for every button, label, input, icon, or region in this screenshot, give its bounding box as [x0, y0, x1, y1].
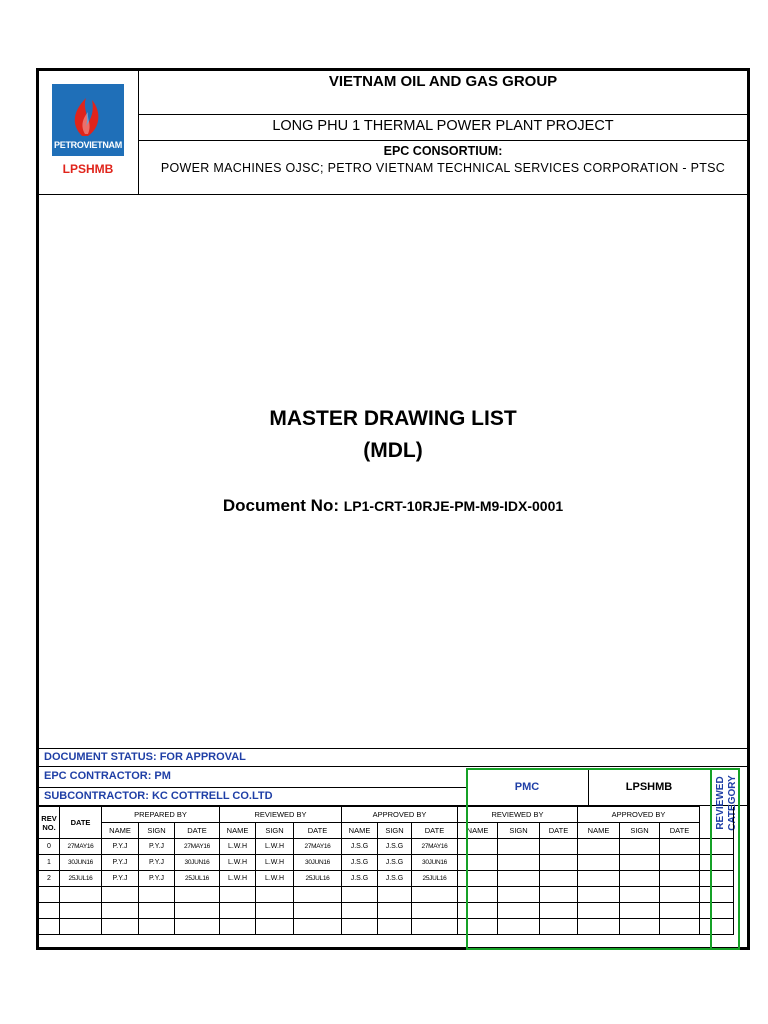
cell: P.Y.J [102, 839, 139, 855]
document-title-abbrev: (MDL) [363, 439, 423, 462]
header-bottom-line [38, 194, 748, 195]
cell: L.W.H [256, 839, 294, 855]
cell: P.Y.J [102, 855, 139, 871]
document-status: DOCUMENT STATUS: FOR APPROVAL [44, 751, 246, 763]
name-header: NAME [578, 823, 620, 839]
date-cell: 27MAY16 [60, 839, 102, 855]
name-header: NAME [220, 823, 256, 839]
cell: 30JUN16 [412, 855, 458, 871]
cell: J.S.G [342, 855, 378, 871]
pmc-label: PMC [514, 781, 540, 793]
cell: J.S.G [342, 839, 378, 855]
cell: J.S.G [378, 855, 412, 871]
date-cell: 30JUN16 [60, 855, 102, 871]
sign-header: SIGN [139, 823, 175, 839]
cell: L.W.H [256, 855, 294, 871]
epc-members: POWER MACHINES OJSC; PETRO VIETNAM TECHNICAL SERVICES CORPORATION - PTSC [160, 161, 726, 175]
logo-text: PETROVIETNAM [54, 140, 122, 150]
cell: 30JUN16 [294, 855, 342, 871]
petrovietnam-logo [52, 84, 124, 156]
date-subheader: DATE [175, 823, 220, 839]
group-name: VIETNAM OIL AND GAS GROUP [328, 73, 558, 90]
reviewed-category-label: REVIEWED CATEGORY [715, 775, 738, 831]
status-line [38, 787, 466, 788]
category-box [710, 768, 740, 950]
client-approval-box [466, 768, 712, 950]
prepared-by-header: PREPARED BY [102, 807, 220, 823]
date-header: DATE [60, 807, 102, 839]
sign-header: SIGN [256, 823, 294, 839]
date-subheader: DATE [412, 823, 458, 839]
date-subheader: DATE [660, 823, 700, 839]
cell: 27MAY16 [175, 839, 220, 855]
header-row-line [138, 114, 748, 115]
cell: 25JUL16 [294, 871, 342, 887]
name-header: NAME [102, 823, 139, 839]
flame-icon [52, 84, 124, 140]
cell: P.Y.J [139, 871, 175, 887]
sign-header: SIGN [620, 823, 660, 839]
sign-header: SIGN [498, 823, 540, 839]
document-number-line [38, 496, 748, 516]
cell: 30JUN16 [175, 855, 220, 871]
lpshmb-approved-by-header: APPROVED BY [578, 807, 700, 823]
name-header: NAME [458, 823, 498, 839]
cell: J.S.G [378, 839, 412, 855]
lpshmb-label: LPSHMB [625, 781, 673, 793]
rev-cell: 1 [39, 855, 60, 871]
cell: P.Y.J [102, 871, 139, 887]
rev-header: REV NO. [39, 807, 60, 839]
pmc-reviewed-by-header: REVIEWED BY [458, 807, 578, 823]
project-name: LONG PHU 1 THERMAL POWER PLANT PROJECT [272, 118, 614, 134]
subcontractor: SUBCONTRACTOR: KC COTTRELL CO.LTD [44, 790, 273, 802]
status-line [38, 766, 748, 767]
cell: 25JUL16 [412, 871, 458, 887]
cell: J.S.G [378, 871, 412, 887]
epc-contractor: EPC CONTRACTOR: PM [44, 770, 171, 782]
name-header: NAME [342, 823, 378, 839]
approved-by-header: APPROVED BY [342, 807, 458, 823]
date-cell: 25JUL16 [60, 871, 102, 887]
document-number: LP1-CRT-10RJE-PM-M9-IDX-0001 [343, 498, 564, 514]
cell: P.Y.J [139, 855, 175, 871]
header-row-line [138, 140, 748, 141]
epc-title: EPC CONSORTIUM: [383, 144, 503, 158]
cell: L.W.H [220, 871, 256, 887]
date-subheader: DATE [540, 823, 578, 839]
cell: 27MAY16 [412, 839, 458, 855]
date-subheader: DATE [294, 823, 342, 839]
rev-cell: 2 [39, 871, 60, 887]
cell: L.W.H [220, 855, 256, 871]
status-top-line [38, 748, 748, 749]
cell: P.Y.J [139, 839, 175, 855]
cell: 27MAY16 [294, 839, 342, 855]
lpshmb-logo-text: LPSHMB [62, 162, 114, 176]
cell: L.W.H [256, 871, 294, 887]
cell: L.W.H [220, 839, 256, 855]
sign-header: SIGN [378, 823, 412, 839]
cell: 25JUL16 [175, 871, 220, 887]
document-number-label: Document No: [222, 496, 340, 515]
document-title: MASTER DRAWING LIST [269, 407, 517, 430]
reviewed-by-header: REVIEWED BY [220, 807, 342, 823]
rev-cell: 0 [39, 839, 60, 855]
cell: J.S.G [342, 871, 378, 887]
